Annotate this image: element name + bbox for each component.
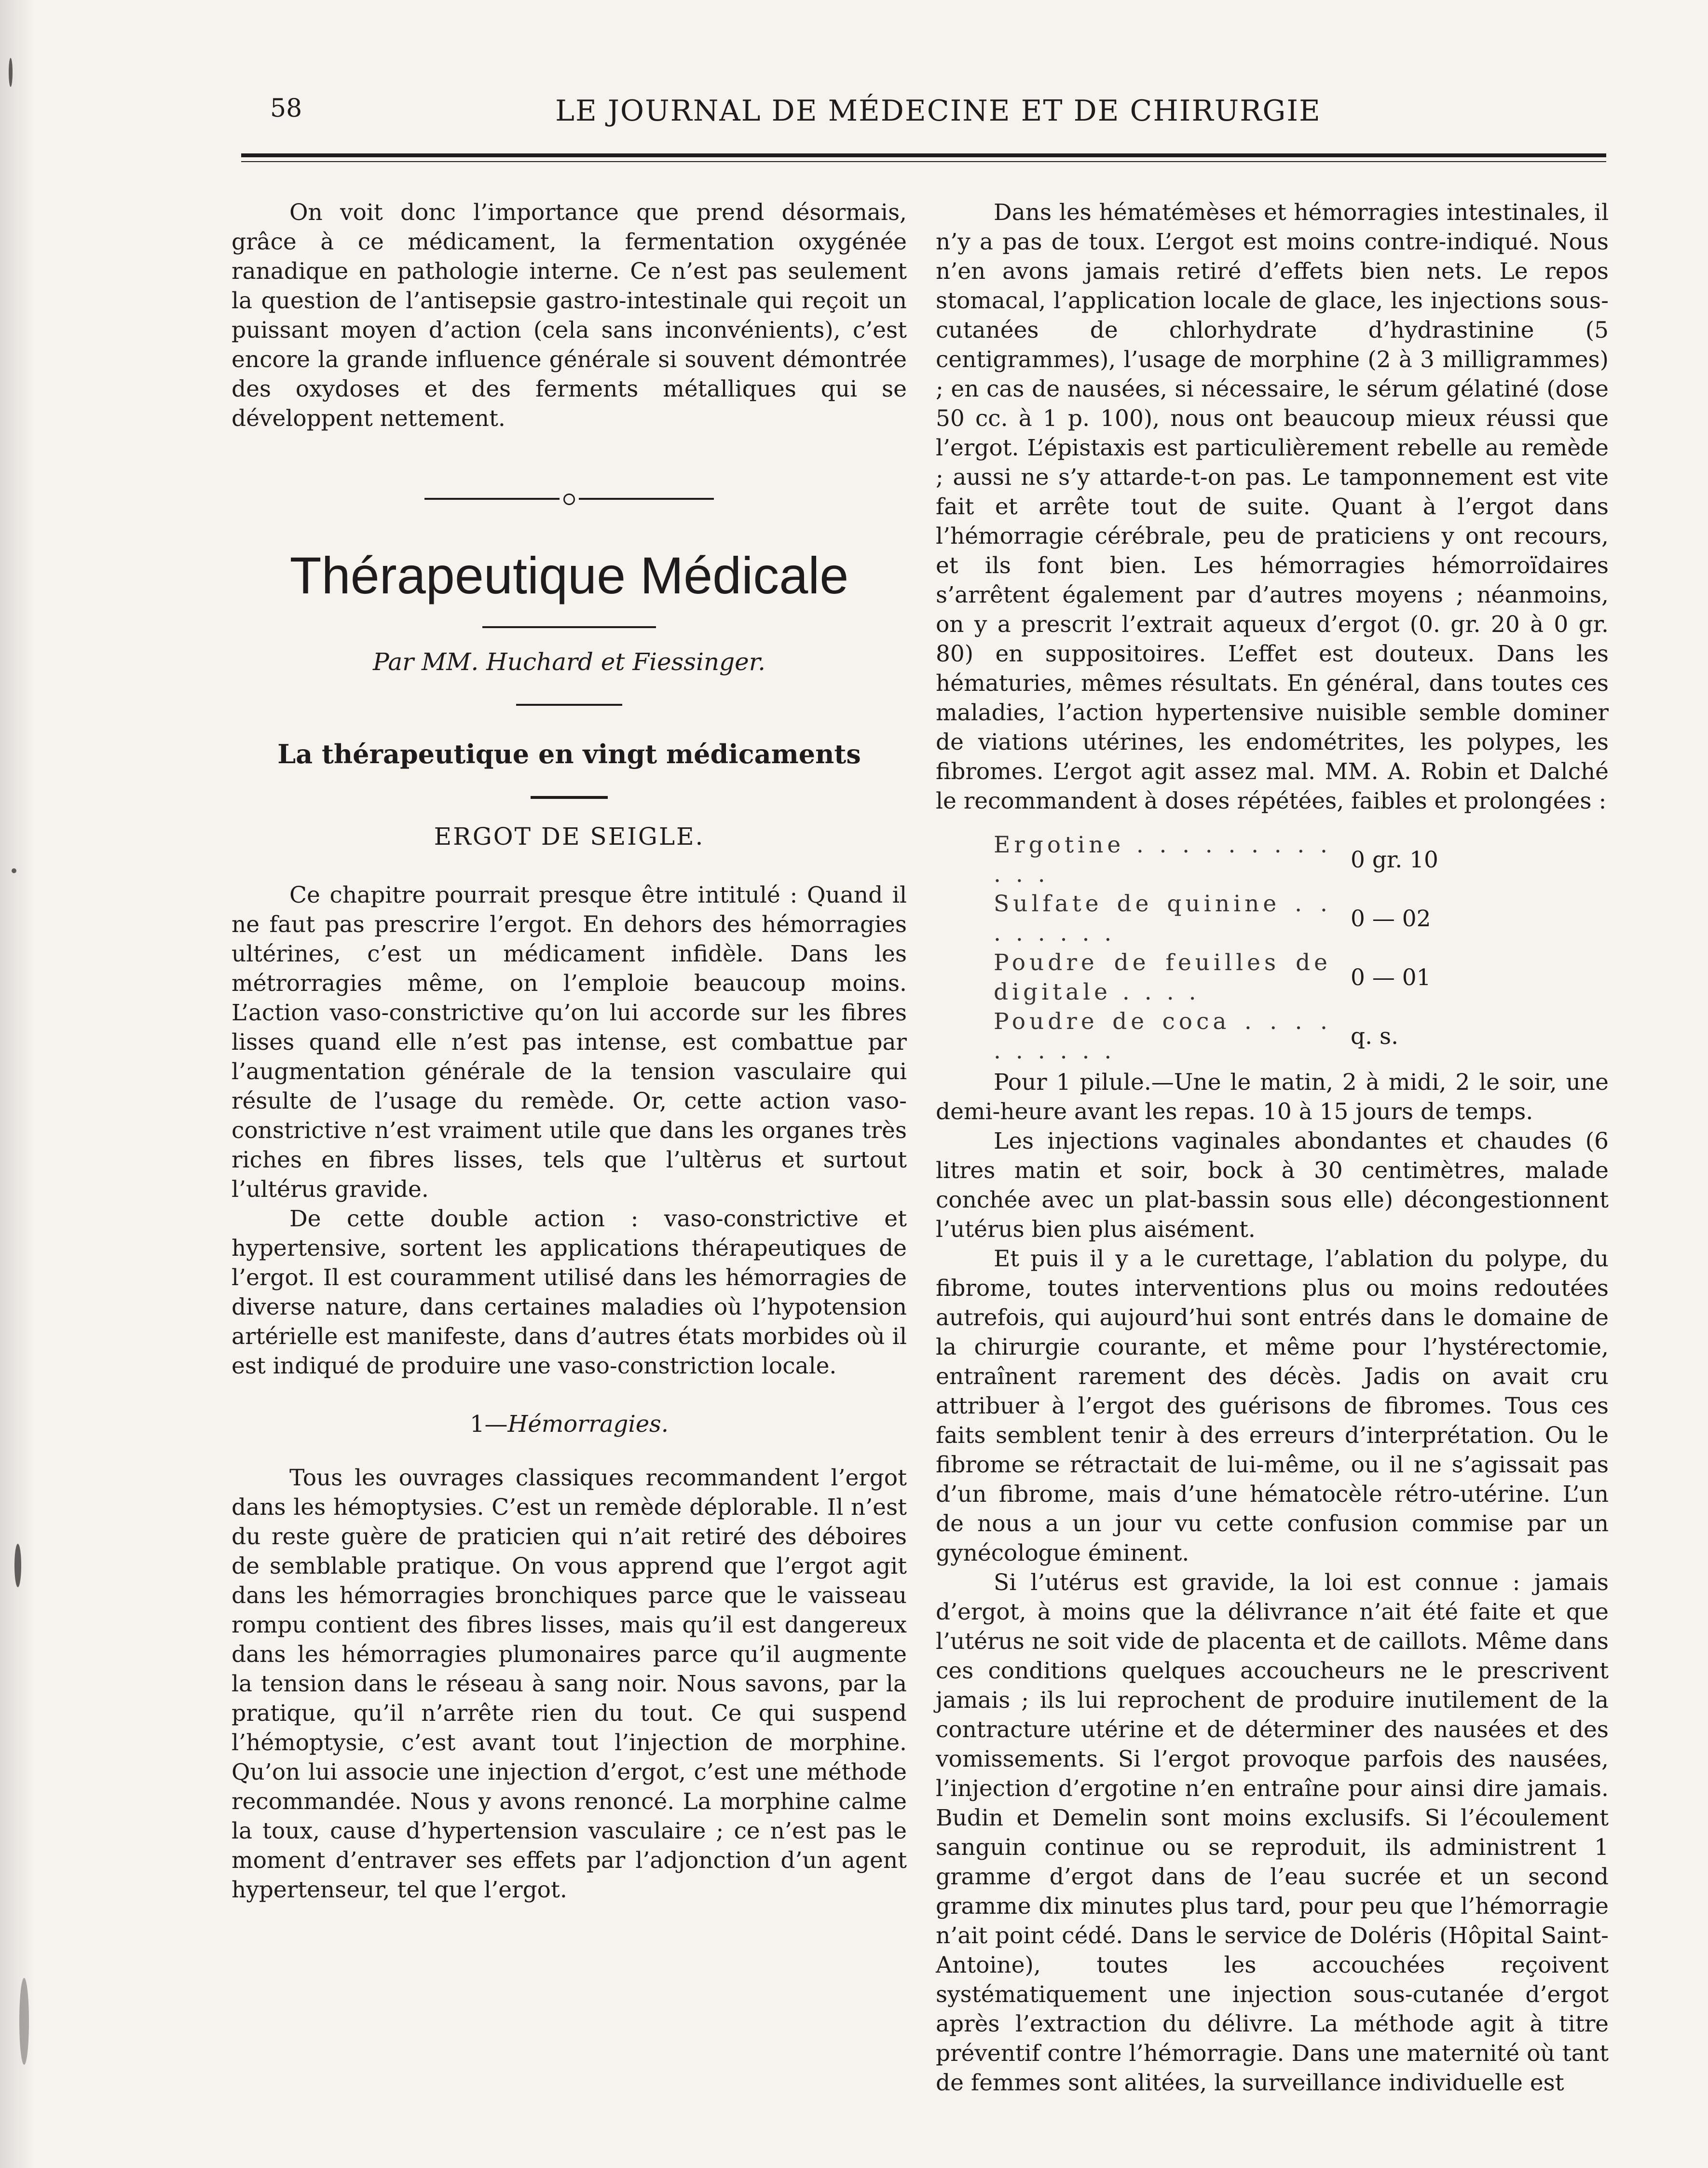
header-rule-thin	[241, 161, 1606, 162]
intro-paragraph: On voit donc l’importance que prend désormais, grâce à ce médicament, la fermentation oxygénée ranadique en pathologie interne. Ce n’est pas seulement la question de l’antisepsie gastro-intestinale qui reçoit un puissant moyen d’action (cela sans inconvénients), c’est encore la grande influence générale si souvent démontrée des oxydoses et des ferments métalliques qui se développent nettement.	[232, 199, 907, 432]
section-title: Thérapeutique Médicale	[289, 546, 849, 604]
paragraph: Et puis il y a le curettage, l’ablation du polype, du fibrome, toutes interventions plus ou moins redoutées autrefois, qui aujourd’hui sont entrés dans le domaine de la chirurgie courante, et même pour l’hystérectomie, entraînent rarement des décès. Jadis on avait cru attribuer à l’ergot des guérisons de fibromes. Tous ces faits semblent tenir à des erreurs d’interprétation. Ou le fibrome se rétractait de lui-même, ou il ne s’agissait pas d’un fibrome, mais d’une hématocèle rétro-utérine. L’un de nous a un jour vu cette confusion commise par un gynécologue éminent.	[936, 1246, 1609, 1566]
right-column	[936, 198, 1609, 2098]
scan-speck	[12, 868, 16, 873]
subsection-title: Hémorragies.	[507, 1411, 669, 1438]
page-number: 58	[270, 94, 302, 123]
paragraph: Si l’utérus est gravide, la loi est connue : jamais d’ergot, à moins que la délivrance n’ait été faite et que l’utérus ne soit vide de placenta et de caillots. Même dans ces conditions quelques accoucheurs ne le prescrivent jamais ; ils lui reprochent de produire inutilement de la contracture utérine et de déterminer des nausées et des vomissements. Si l’ergot provoque parfois des nausées, l’injection d’ergotine n’en entraîne pour ainsi dire jamais. Budin et Demelin sont moins exclusifs. Si l’écoulement sanguin continue ou se reproduit, ils administrent 1 gramme d’ergot dans de l’eau sucrée et un second gramme dix minutes plus tard, pour peu que l’hémorragie n’ait point cédé. Dans le service de Doléris (Hôpital Saint-Antoine), toutes les accouchées reçoivent systématiquement une injection sous-cutanée d’ergot après l’extraction du délivre. La méthode agit à titre préventif contre l’hémorragie. Dans une maternité où tant de femmes sont alitées, la surveillance individuelle est	[936, 1569, 1609, 2096]
ornament-divider	[424, 491, 714, 506]
paragraph: De cette double action : vaso-constrictive et hypertensive, sortent les applications thérapeutiques de l’ergot. Il est couramment utilisé dans les hémorragies de diverse nature, dans certaines maladies où l’hypotension artérielle est manifeste, dans d’autres états morbides où il est indiqué de produire une vaso-constriction locale.	[232, 1206, 907, 1379]
prescription-row	[994, 889, 1438, 948]
running-header	[270, 94, 1606, 128]
prescription-table	[994, 830, 1438, 1066]
prescription-row	[994, 948, 1438, 1007]
paragraph: Dans les hématémèses et hémorragies intestinales, il n’y a pas de toux. L’ergot est moins contre-indiqué. Nous n’en avons jamais retiré d’effets bien nets. Le repos stomacal, l’application locale de glace, les injections sous-cutanées de chlorhydrate d’hydrastinine (5 centigrammes), l’usage de morphine (2 à 3 milligrammes) ; en cas de nausées, si nécessaire, le sérum gélatiné (dose 50 cc. à 1 p. 100), nous ont beaucoup mieux réussi que l’ergot. L’épistaxis est particulièrement rebelle au remède ; aussi ne s’y attarde-t-on pas. Le tamponnement est vite fait et arrête tout de suite. Quant à l’ergot dans l’hémorragie cérébrale, peu de praticiens y ont recours, et ils font bien. Les hémorragies hémorroïdaires s’arrêtent également par d’autres moyens ; néanmoins, on y a prescrit l’extrait aqueux d’ergot (0. gr. 20 à 0 gr. 80) en suppositoires. L’effet est douteux. Dans les hématuries, mêmes résultats. En général, dans toutes ces maladies, l’action hypertensive nuisible semble dominer de viations utérines, les endométrites, les polypes, les fibromes. L’ergot agit assez mal. MM. A. Robin et Dalché le recommandent à doses répétées, faibles et prolongées :	[936, 199, 1609, 814]
prescription-row	[994, 1007, 1438, 1066]
scan-speck	[14, 1544, 21, 1587]
header-rule	[241, 153, 1606, 157]
article-subtitle: La thérapeutique en vingt médicaments	[277, 739, 861, 769]
byline-rule	[516, 704, 622, 706]
paragraph: Les injections vaginales abondantes et chaudes (6 litres matin et soir, bock à 30 centimètres, malade conchée avec un plat-bassin sous elle) décongestionnent l’utérus bien plus aisément.	[936, 1128, 1609, 1243]
prescription-qty: 0 gr. 10	[1351, 846, 1438, 873]
prescription-qty: 0 — 01	[1351, 964, 1431, 991]
scan-speck	[9, 58, 13, 87]
chapter-heading: ERGOT DE SEIGLE.	[434, 823, 705, 851]
prescription-qty: q. s.	[1351, 1023, 1399, 1050]
prescription-row	[994, 830, 1438, 889]
title-rule	[482, 626, 656, 628]
scan-speck	[19, 1978, 29, 2065]
prescription-item: Ergotine . . . . . . . . . . . .	[994, 832, 1331, 888]
paragraph: Ce chapitre pourrait presque être intitulé : Quand il ne faut pas prescrire l’ergot. En dehors des hémorragies ultérines, c’est un médicament infidèle. Dans les métrorragies même, on l’emploie beaucoup moins. L’action vaso-constrictive qu’on lui accorde sur les fibres lisses quand elle n’est pas intense, est combattue par l’augmentation générale de la tension vasculaire qui résulte de l’usage du remède. Or, cette action vaso-constrictive n’est vraiment utile que dans les organes très riches en fibres lisses, tels que l’ultèrus et surtout l’ultérus gravide.	[232, 882, 907, 1203]
byline: Par MM. Huchard et Fiessinger.	[372, 648, 766, 676]
prescription-note: Pour 1 pilule.—Une le matin, 2 à midi, 2 le soir, une demi-heure avant les repas. 10 à 15 jours de temps.	[936, 1069, 1609, 1125]
subsection-number: 1—	[469, 1411, 508, 1438]
prescription-item: Sulfate de quinine . . . . . . . .	[994, 891, 1331, 947]
journal-title: LE JOURNAL DE MÉDECINE ET DE CHIRURGIE	[555, 94, 1321, 128]
scan-shadow-edge	[0, 0, 34, 2168]
prescription-item: Poudre de coca . . . . . . . . . .	[994, 1008, 1331, 1064]
subtitle-rule	[531, 796, 608, 799]
prescription-item: Poudre de feuilles de digitale . . . .	[994, 949, 1331, 1005]
paragraph: Tous les ouvrages classiques recommandent l’ergot dans les hémoptysies. C’est un remède déplorable. Il n’est du reste guère de praticien qui n’ait retiré des déboires de semblable pratique. On vous apprend que l’ergot agit dans les hémorragies bronchiques parce que le vaisseau rompu contient des fibres lisses, mais qu’il est dangereux dans les hémorragies plumonaires parce qu’il augmente la tension dans le réseau à sang noir. Nous savons, par la pratique, qu’il n’arrête rien du tout. Ce qui suspend l’hémoptysie, c’est avant tout l’injection de morphine. Qu’on lui associe une injection d’ergot, c’est une méthode recommandée. Nous y avons renoncé. La morphine calme la toux, cause d’hypertension vasculaire ; ce n’est pas le moment d’entraver ses effets par l’adjonction d’un agent hypertenseur, tel que l’ergot.	[232, 1465, 907, 1903]
subsection-heading	[232, 1410, 907, 1439]
left-column	[232, 198, 907, 1905]
prescription-qty: 0 — 02	[1351, 905, 1431, 932]
